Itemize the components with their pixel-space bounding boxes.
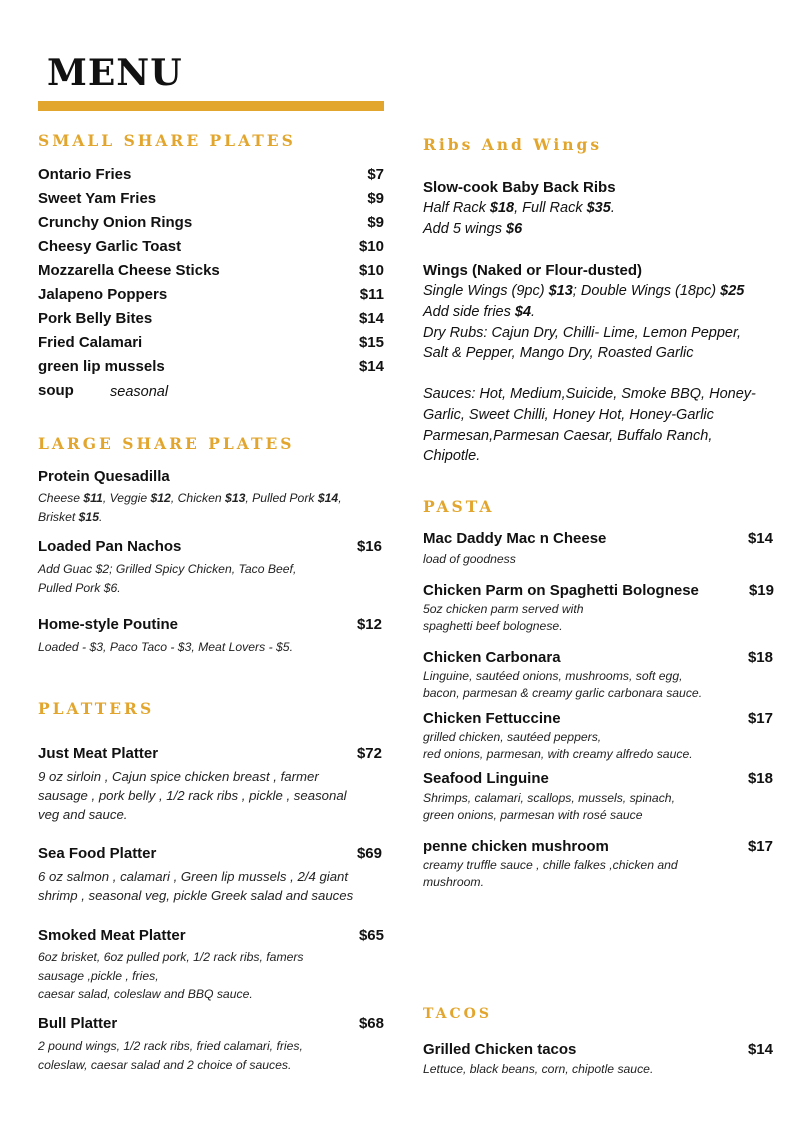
sauces-list: Sauces: Hot, Medium,Suicide, Smoke BBQ, Honey- Garlic, Sweet Chilli, Honey Hot, Honey-Garlic Parmesan,Parmesan Caesar, Buffalo Ranch, Chipotle. [423,386,756,465]
item-price: $18 [747,649,773,666]
item-price: $9 [367,214,384,231]
menu-item [38,310,384,330]
item-name: Chicken Carbonara [423,649,561,666]
item-price: $10 [358,262,384,279]
item-description-ribs: Half Rack $18, Full Rack $35. Add 5 wings $6 [423,200,615,237]
menu-item [423,1041,773,1061]
item-price: $65 [358,927,384,944]
item-name: Ontario Fries [38,166,132,183]
menu-item [423,710,773,730]
section-heading-large-share: LARGE SHARE PLATES [38,434,295,453]
item-price: $15 [358,334,384,351]
item-price: $14 [358,310,384,327]
item-description: creamy truffle sauce , chille falkes ,chicken and mushroom. [423,858,678,889]
item-price: $14 [747,530,773,547]
menu-item-soup [38,382,384,402]
item-name-wings: Wings (Naked or Flour-dusted) [423,262,643,279]
item-price: $10 [358,238,384,255]
item-description: load of goodness [423,552,516,566]
item-price: $72 [356,745,382,762]
item-description: Lettuce, black beans, corn, chipotle sauce. [423,1062,654,1076]
section-heading-platters: PLATTERS [38,699,155,718]
section-heading-pasta: PASTA [423,497,495,516]
item-name: soup [38,382,74,399]
item-name: Mac Daddy Mac n Cheese [423,530,607,547]
menu-item [38,262,384,282]
menu-item [423,582,773,602]
menu-item [38,616,384,636]
menu-item [38,745,384,765]
menu-item [423,838,773,858]
section-heading-ribs-wings: Ribs And Wings [423,135,603,154]
item-description-wings: Single Wings (9pc) $13; Double Wings (18pc) $25 Add side fries $4. Dry Rubs: Cajun Dry, Chilli- Lime, Lemon Pepper, Salt & Pepper, Mango Dry, Roasted Garlic [423,283,745,362]
menu-item [38,286,384,306]
item-description: 6 oz salmon , calamari , Green lip mussels , 2/4 giant shrimp , seasonal veg, pickle Greek salad and sauces [38,869,354,903]
item-name-ribs: Slow-cook Baby Back Ribs [423,179,616,196]
item-note: seasonal [110,384,169,400]
item-name: Grilled Chicken tacos [423,1041,577,1058]
item-price: $16 [356,538,382,555]
item-name: penne chicken mushroom [423,838,609,855]
item-description: 5oz chicken parm served with spaghetti beef bolognese. [423,602,584,633]
item-name: Home-style Poutine [38,616,179,633]
item-price: $18 [747,770,773,787]
item-name: Jalapeno Poppers [38,286,168,303]
item-name: Sea Food Platter [38,845,157,862]
menu-item [38,238,384,258]
item-name: Loaded Pan Nachos [38,538,182,555]
item-description: Cheese $11, Veggie $12, Chicken $13, Pulled Pork $14, Brisket $15. [38,491,342,524]
item-price: $9 [367,190,384,207]
menu-item [423,649,773,669]
item-name: Mozzarella Cheese Sticks [38,262,220,279]
item-name: Fried Calamari [38,334,143,351]
menu-item [38,166,384,186]
item-price: $68 [358,1015,384,1032]
item-name: green lip mussels [38,358,165,375]
menu-item [38,927,384,947]
item-name: Sweet Yam Fries [38,190,157,207]
item-description: 9 oz sirloin , Cajun spice chicken breast , farmer sausage , pork belly , 1/2 rack ribs , pickle , seasonal veg and sauce. [38,769,347,822]
item-description: Loaded - $3, Paco Taco - $3, Meat Lovers - $5. [38,640,293,654]
item-description: Shrimps, calamari, scallops, mussels, spinach, green onions, parmesan with rosé sauce [423,791,675,822]
item-description: Add Guac $2; Grilled Spicy Chicken, Taco Beef, Pulled Pork $6. [38,562,297,595]
item-name: Seafood Linguine [423,770,549,787]
item-name: Cheesy Garlic Toast [38,238,182,255]
item-name: Pork Belly Bites [38,310,153,327]
menu-item [423,770,773,790]
item-price: $14 [747,1041,773,1058]
section-heading-small-share: SMALL SHARE PLATES [38,131,296,150]
item-price: $17 [747,710,773,727]
item-name: Crunchy Onion Rings [38,214,193,231]
item-description: grilled chicken, sautéed peppers, red onions, parmesan, with creamy alfredo sauce. [423,730,693,761]
menu-item [38,468,384,488]
item-price: $7 [367,166,384,183]
item-name: Chicken Fettuccine [423,710,561,727]
item-description: 2 pound wings, 1/2 rack ribs, fried calamari, fries, coleslaw, caesar salad and 2 choice of sauces. [38,1039,303,1072]
item-name: Chicken Parm on Spaghetti Bolognese [423,582,699,599]
item-price: $69 [356,845,382,862]
item-name: Bull Platter [38,1015,118,1032]
item-price: $17 [747,838,773,855]
item-description: 6oz brisket, 6oz pulled pork, 1/2 rack ribs, famers sausage ,pickle , fries, caesar salad, coleslaw and BBQ sauce. [38,950,304,1001]
menu-item [38,214,384,234]
item-name: Smoked Meat Platter [38,927,186,944]
menu-item [38,190,384,210]
menu-item [38,538,384,558]
item-price: $12 [356,616,382,633]
item-name: Just Meat Platter [38,745,159,762]
menu-item [38,845,384,865]
item-description: Linguine, sautéed onions, mushrooms, soft egg, bacon, parmesan & creamy garlic carbonara sauce. [423,669,703,700]
menu-title: MENU [47,52,183,94]
title-underline [38,101,384,111]
menu-item [38,1015,384,1035]
item-price: $11 [359,286,384,303]
item-name: Protein Quesadilla [38,468,170,485]
section-heading-tacos: TACOS [423,1006,492,1022]
menu-item [38,334,384,354]
item-price: $19 [748,582,774,599]
menu-item [38,358,384,378]
menu-item [423,530,773,550]
item-price: $14 [358,358,384,375]
